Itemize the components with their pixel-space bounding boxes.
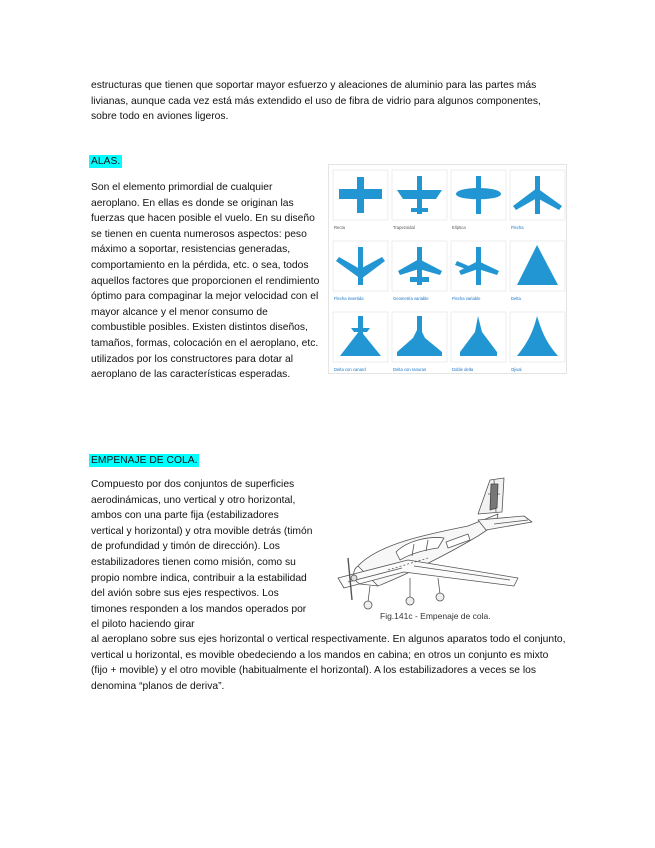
wing-cell-label: Ojival (511, 367, 522, 372)
wing-cell (392, 312, 447, 372)
wing-cell (510, 241, 565, 301)
wing-cell (510, 170, 565, 230)
wing-cell-label: Elíptica (452, 225, 466, 230)
wing-cell (392, 170, 447, 230)
empenaje-body-full: al aeroplano sobre sus ejes horizontal o vertical respectivamente. En algunos aparatos todo el conjunto, vertical u horizontal, es movible obedeciendo a los mandos en cabina; en otros un conjunto es mixto (fijo + movible) y el otro movible (habitualmente el horizontal). A los estabilizadores a veces se los denomina “planos de deriva”. (91, 634, 566, 692)
alas-heading: ALAS. (91, 156, 121, 167)
airplane-tail-illustration (318, 474, 540, 622)
wing-cell-label: Delta con ranuras (393, 367, 427, 372)
wing-cell-label: Flecha invertida (334, 296, 364, 301)
wing-cell-label: Flecha variable (452, 296, 481, 301)
wing-cell-label: Doble delta (452, 367, 474, 372)
wing-cell-label: Delta con canard (334, 367, 366, 372)
wing-cell (333, 170, 388, 230)
alas-body: Son el elemento primordial de cualquier aeroplano. En ellas es donde se originan las fuerzas que hacen posible el vuelo. En su diseño se tienen en cuenta numerosos aspectos: peso máximo a soportar, resistencias generadas, comportamiento en la pérdida, etc. o sea, todos aquellos factores que proporcionen el rendimiento óptimo para compaginar la mejor velocidad con el mayor alcance y el menor consumo de combustible posibles. Existen distintos diseños, tamaños, formas, colocación en el aeroplano, etc. utilizados por los constructores para dotar al aeroplano de las características esperadas. (91, 182, 320, 381)
intro-paragraph: estructuras que tienen que soportar mayor esfuerzo y aleaciones de aluminio para las partes más livianas, aunque cada vez está más extendido el uso de fibra de vidrio para algunos componentes, sobre todo en aviones ligeros. (91, 80, 541, 123)
wing-cell (451, 170, 506, 230)
wing-cell (392, 241, 447, 301)
wing-types-figure (328, 164, 567, 374)
wing-cell-label: Delta (511, 296, 521, 301)
wing-cell-label: Trapezoidal (393, 225, 415, 230)
wing-cell (333, 241, 388, 301)
wing-cell-label: Geometría variable (393, 296, 429, 301)
wing-cell (451, 241, 506, 301)
wing-cell (333, 312, 388, 372)
empenaje-body-wrapped: Compuesto por dos conjuntos de superficies aerodinámicas, uno vertical y otro horizontal, ambos con una parte fija (estabilizadores vertical y horizontal) y otra movible detrás (timón de profundidad y timón de dirección). Los estabilizadores tienen como misión, como su propio nombre indica, contribuir a la estabilidad del avión sobre sus ejes respectivos. Los timones responden a los mandos operados por el piloto haciendo girar (91, 479, 313, 631)
wing-cell-label: Flecha (511, 225, 524, 230)
figure-caption: Fig.141c - Empenaje de cola. (380, 611, 491, 621)
wing-cell (510, 312, 565, 372)
wing-cell (451, 312, 506, 372)
wing-types-grid (329, 165, 566, 373)
empenaje-heading: EMPENAJE DE COLA. (91, 455, 198, 466)
wing-cell-label: Recta (334, 225, 345, 230)
